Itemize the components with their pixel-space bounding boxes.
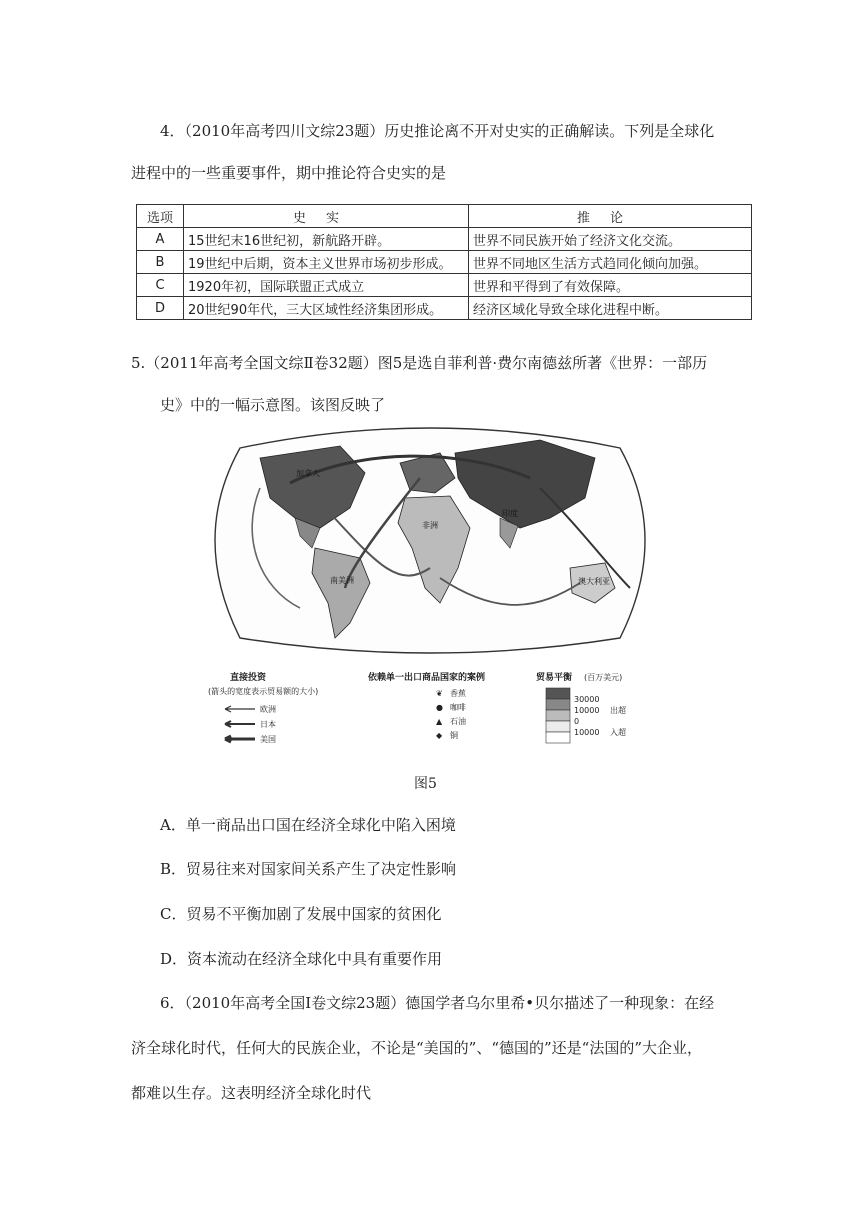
trade-swatch [546,699,570,710]
legend-products-title: 依赖单一出口商品国家的案例 [368,673,486,683]
trade-value: 0 [574,717,580,726]
fact-cell: 20世纪90年代，三大区域性经济集团形成。 [184,297,469,320]
option-cell: A [137,228,184,251]
legend-products-banana: 香蕉 [450,689,466,698]
trade-swatch [546,688,570,699]
legend-trade-unit: (百万美元) [584,673,623,682]
oil-icon: ▲ [436,717,443,726]
figure-caption: 图5 [414,776,437,792]
arrow-usa-icon [225,736,255,742]
table-row [137,274,752,297]
inference-cell: 世界不同民族开始了经济文化交流。 [469,228,752,251]
q5-option-c: C．贸易不平衡加剧了发展中国家的贫困化 [160,905,442,923]
table-row [137,251,752,274]
table-row [137,228,752,251]
q5-line-1: 5.（2011年高考全国文综Ⅱ卷32题）图5是选自菲利普·费尔南德兹所著《世界：一部历 [131,354,708,372]
label-australia: 澳大利亚 [578,577,610,586]
trade-swatch [546,721,570,732]
option-cell: B [137,251,184,274]
option-cell: D [137,297,184,320]
legend-investment-usa: 美国 [260,735,276,744]
legend-products-coffee: 咖啡 [450,703,466,712]
trade-deficit-label: 入超 [610,728,626,737]
inference-cell: 世界和平得到了有效保障。 [469,274,752,297]
arrow-europe-icon [225,706,255,712]
trade-value: 10000 [574,728,600,737]
q4-line-1: 4．（2010年高考四川文综23题）历史推论离不开对史实的正确解读。下列是全球化 [160,122,715,140]
label-africa: 非洲 [422,521,438,530]
table-row [137,297,752,320]
header-option: 选项 [137,205,184,228]
inference-cell: 经济区域化导致全球化进程中断。 [469,297,752,320]
trade-surplus-label: 出超 [610,706,626,715]
trade-value: 30000 [574,695,600,704]
q6-line-1: 6．（2010年高考全国Ⅰ卷文综23题）德国学者乌尔里希•贝尔描述了一种现象：在经 [160,994,715,1012]
header-fact: 史实 [184,205,469,228]
q5-option-d: D．资本流动在经济全球化中具有重要作用 [160,950,443,968]
world-trade-map-figure [200,418,660,758]
q6-line-3: 都难以生存。这表明经济全球化时代 [131,1084,372,1102]
legend-investment-title: 直接投资 [230,673,267,683]
q5-option-b: B．贸易往来对国家间关系产生了决定性影响 [160,860,457,878]
legend-investment-subtitle: (箭头的宽度表示贸易额的大小) [208,687,319,696]
q4-line-2: 进程中的一些重要事件，期中推论符合史实的是 [131,164,447,182]
trade-value: 10000 [574,706,600,715]
label-canada: 加拿大 [296,469,320,478]
label-south-america: 南美洲 [330,576,354,585]
legend-products-oil: 石油 [450,717,466,726]
legend-investment-japan: 日本 [260,720,276,729]
header-inference: 推论 [469,205,752,228]
fact-cell: 19世纪中后期，资本主义世界市场初步形成。 [184,251,469,274]
q5-line-2: 史》中的一幅示意图。该图反映了 [160,396,386,414]
world-map-svg [200,418,660,758]
legend-products-copper: 铜 [450,731,458,740]
legend-investment-europe: 欧洲 [260,705,276,714]
inference-cell: 世界不同地区生活方式趋同化倾向加强。 [469,251,752,274]
trade-swatch [546,710,570,721]
q6-line-2: 济全球化时代，任何大的民族企业，不论是“美国的”、“德国的”还是“法国的”大企业， [131,1039,703,1057]
q4-table [136,204,752,320]
copper-icon: ◆ [436,731,443,740]
q5-option-a: A．单一商品出口国在经济全球化中陷入困境 [160,816,456,834]
option-cell: C [137,274,184,297]
trade-swatch [546,732,570,743]
legend-trade-title: 贸易平衡 [536,673,573,683]
banana-icon: ❦ [436,689,443,698]
fact-cell: 1920年初，国际联盟正式成立 [184,274,469,297]
table-header-row [137,205,752,228]
label-india: 印度 [502,509,518,518]
fact-cell: 15世纪末16世纪初，新航路开辟。 [184,228,469,251]
coffee-icon: ● [436,703,443,712]
arrow-japan-icon [225,721,255,727]
